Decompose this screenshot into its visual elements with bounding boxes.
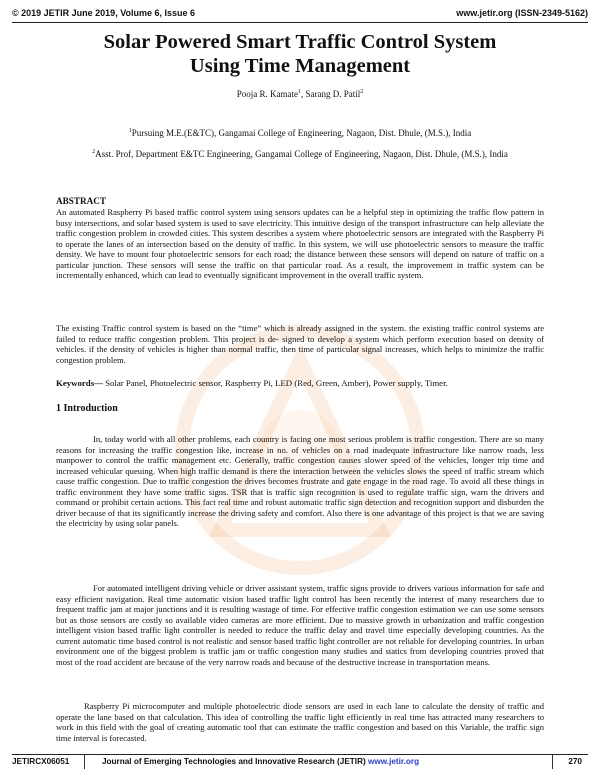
footer-paper-code: JETIRCX06051 [12,757,70,766]
keywords [56,378,544,389]
title-line-1: Solar Powered Smart Traffic Control System [103,31,497,53]
abstract-paragraph-1: An automated Raspberry Pi based traffic control system using sensors updates can be a helpful step in optimizing the traffic flow pattern in busy intersections, and solar based system is used to save electricity. This intuitive design of the transport infrastructure can help alleviate the traffic congestion problem in crowded cities. This system describes a system where photoelectric sensors are integrated with the Raspberry Pi to operate the lanes of an intersection based on the density of traffic. In this system, we will use photoelectric sensors to measure the traffic density. We have to mount four photoelectric sensors for each road; the distance between these sensors will depend on nature of traffic on a particular junction. These sensors will sense the traffic on that particular road. As a result, the improvement in traffic system can be incrementally enhanced, which can lead to eventually significant improvement in the overall traffic system. [56,207,544,281]
header-citation: © 2019 JETIR June 2019, Volume 6, Issue 6 [12,8,196,18]
intro-paragraph-3: Raspberry Pi microcomputer and multiple photoelectric diode sensors are used in each lane to calculate the density of traffic and operate the lane based on that calculation. This idea of controlling the traffic light efficiently in real time has attracted many researchers to work in this field with the goal of creating automatic tool that can estimate the traffic congestion and based on this Variable, the traffic sign time interval is forecasted. [56,701,544,743]
page-footer [12,757,588,769]
footer-journal-name: Journal of Emerging Technologies and Innovative Research (JETIR) [102,757,368,766]
author-2-sup: 2 [360,89,364,95]
header-website: www.jetir.org (ISSN-2349-5162) [456,8,588,18]
footer-journal [102,757,419,766]
affiliation-1 [20,126,580,140]
author-2: Sarang D. Patil [305,89,361,99]
affiliation-2-text: Asst. Prof, Department E&TC Engineering, Gangamai College of Engineering, Nagaon, Dist. Dhule, (M.S.), India [95,149,508,159]
author-list [20,89,580,99]
affiliation-1-sup: 1 [128,128,132,134]
paper-title [20,30,580,78]
section-heading-introduction: 1 Introduction [56,403,118,414]
abstract-heading: ABSTRACT [56,196,107,206]
keywords-text: Solar Panel, Photoelectric sensor, Raspberry Pi, LED (Red, Green, Amber), Power supply, Timer. [102,378,448,388]
intro-paragraph-1: In, today world with all other problems, each country is facing one most serious problem is traffic congestion. There are so many reasons for increasing the traffic congestion like, increase in no. of vehicles on a road inadequate infrastructure like narrow roads, less manpower to control the traffic management etc. Generally, traffic congestion causes slower speed of the vehicles, longer trip time and increased vehicular queuing. When high traffic demand is there the interaction between the vehicles slows the speed of traffic stream which cause traffic congestion. Due to traffic congestion the drives becomes frustrate and gate engage in the road rage. To avoid all these things in traffic environment they have some traffic signs. TSR that is traffic sign recognition is used to regulate traffic sign, warn the drivers and command or prohibit certain actions. This fact real time and robust automatic traffic sign detection and recognition support and disburden the driver because of that its significantly increase the driving safety and comfort. Also there is one advantage of this project is that we are saving the electricity by using solar panels. [56,434,544,529]
keywords-label: Keywords— [56,378,103,388]
author-separator: , [301,89,306,99]
title-line-2: Using Time Management [189,55,411,77]
header-rule [12,22,588,23]
intro-paragraph-2: For automated intelligent driving vehicle or driver assistant system, traffic signs provide to drivers various information for safe and easy efficient navigation. Real time automatic vision based traffic light control has been recently the interest of many researchers due to frequent traffic jam at major junctions and it is resulting wastage of time. For effective traffic congestion estimation we can use some sensors but as those sensors are costly so available video cameras are more efficient. Due to massive growth in urbanization and traffic congestion intelligent vision based traffic light controller is needed to reduce the traffic delay and travel time especially developing countries. As the current automatic time based control is not realistic and sensor based traffic light controller are not reliable for developing countries. In urban environment one of the biggest problem is traffic jam or traffic congestion many studies and statics from developing countries proved that most of the road accident are because of the very narrow roads and because of the destructive increase in transportation means. [56,583,544,667]
author-1: Pooja R. Kamate [236,89,298,99]
affiliation-2-sup: 2 [92,149,96,155]
footer-website-link[interactable]: www.jetir.org [368,757,420,766]
affiliation-2 [62,147,538,161]
affiliation-1-text: Pursuing M.E.(E&TC), Gangamai College of Engineering, Nagaon, Dist. Dhule, (M.S.), India [131,128,472,138]
page-header [12,8,588,20]
author-1-sup: 1 [298,89,301,95]
footer-page-number: 270 [568,757,582,766]
footer-rule [12,754,588,755]
abstract-paragraph-2: The existing Traffic control system is based on the “time” which is already assigned in the system. the existing traffic control systems are failed to reduce traffic congestion problem. This project is de- signed to develop a system which perform execution based on density of vehicles. if the density of vehicles is higher than normal traffic, then time of particular signal increases, which helps to minimize the traffic congestion problem. [56,323,544,365]
